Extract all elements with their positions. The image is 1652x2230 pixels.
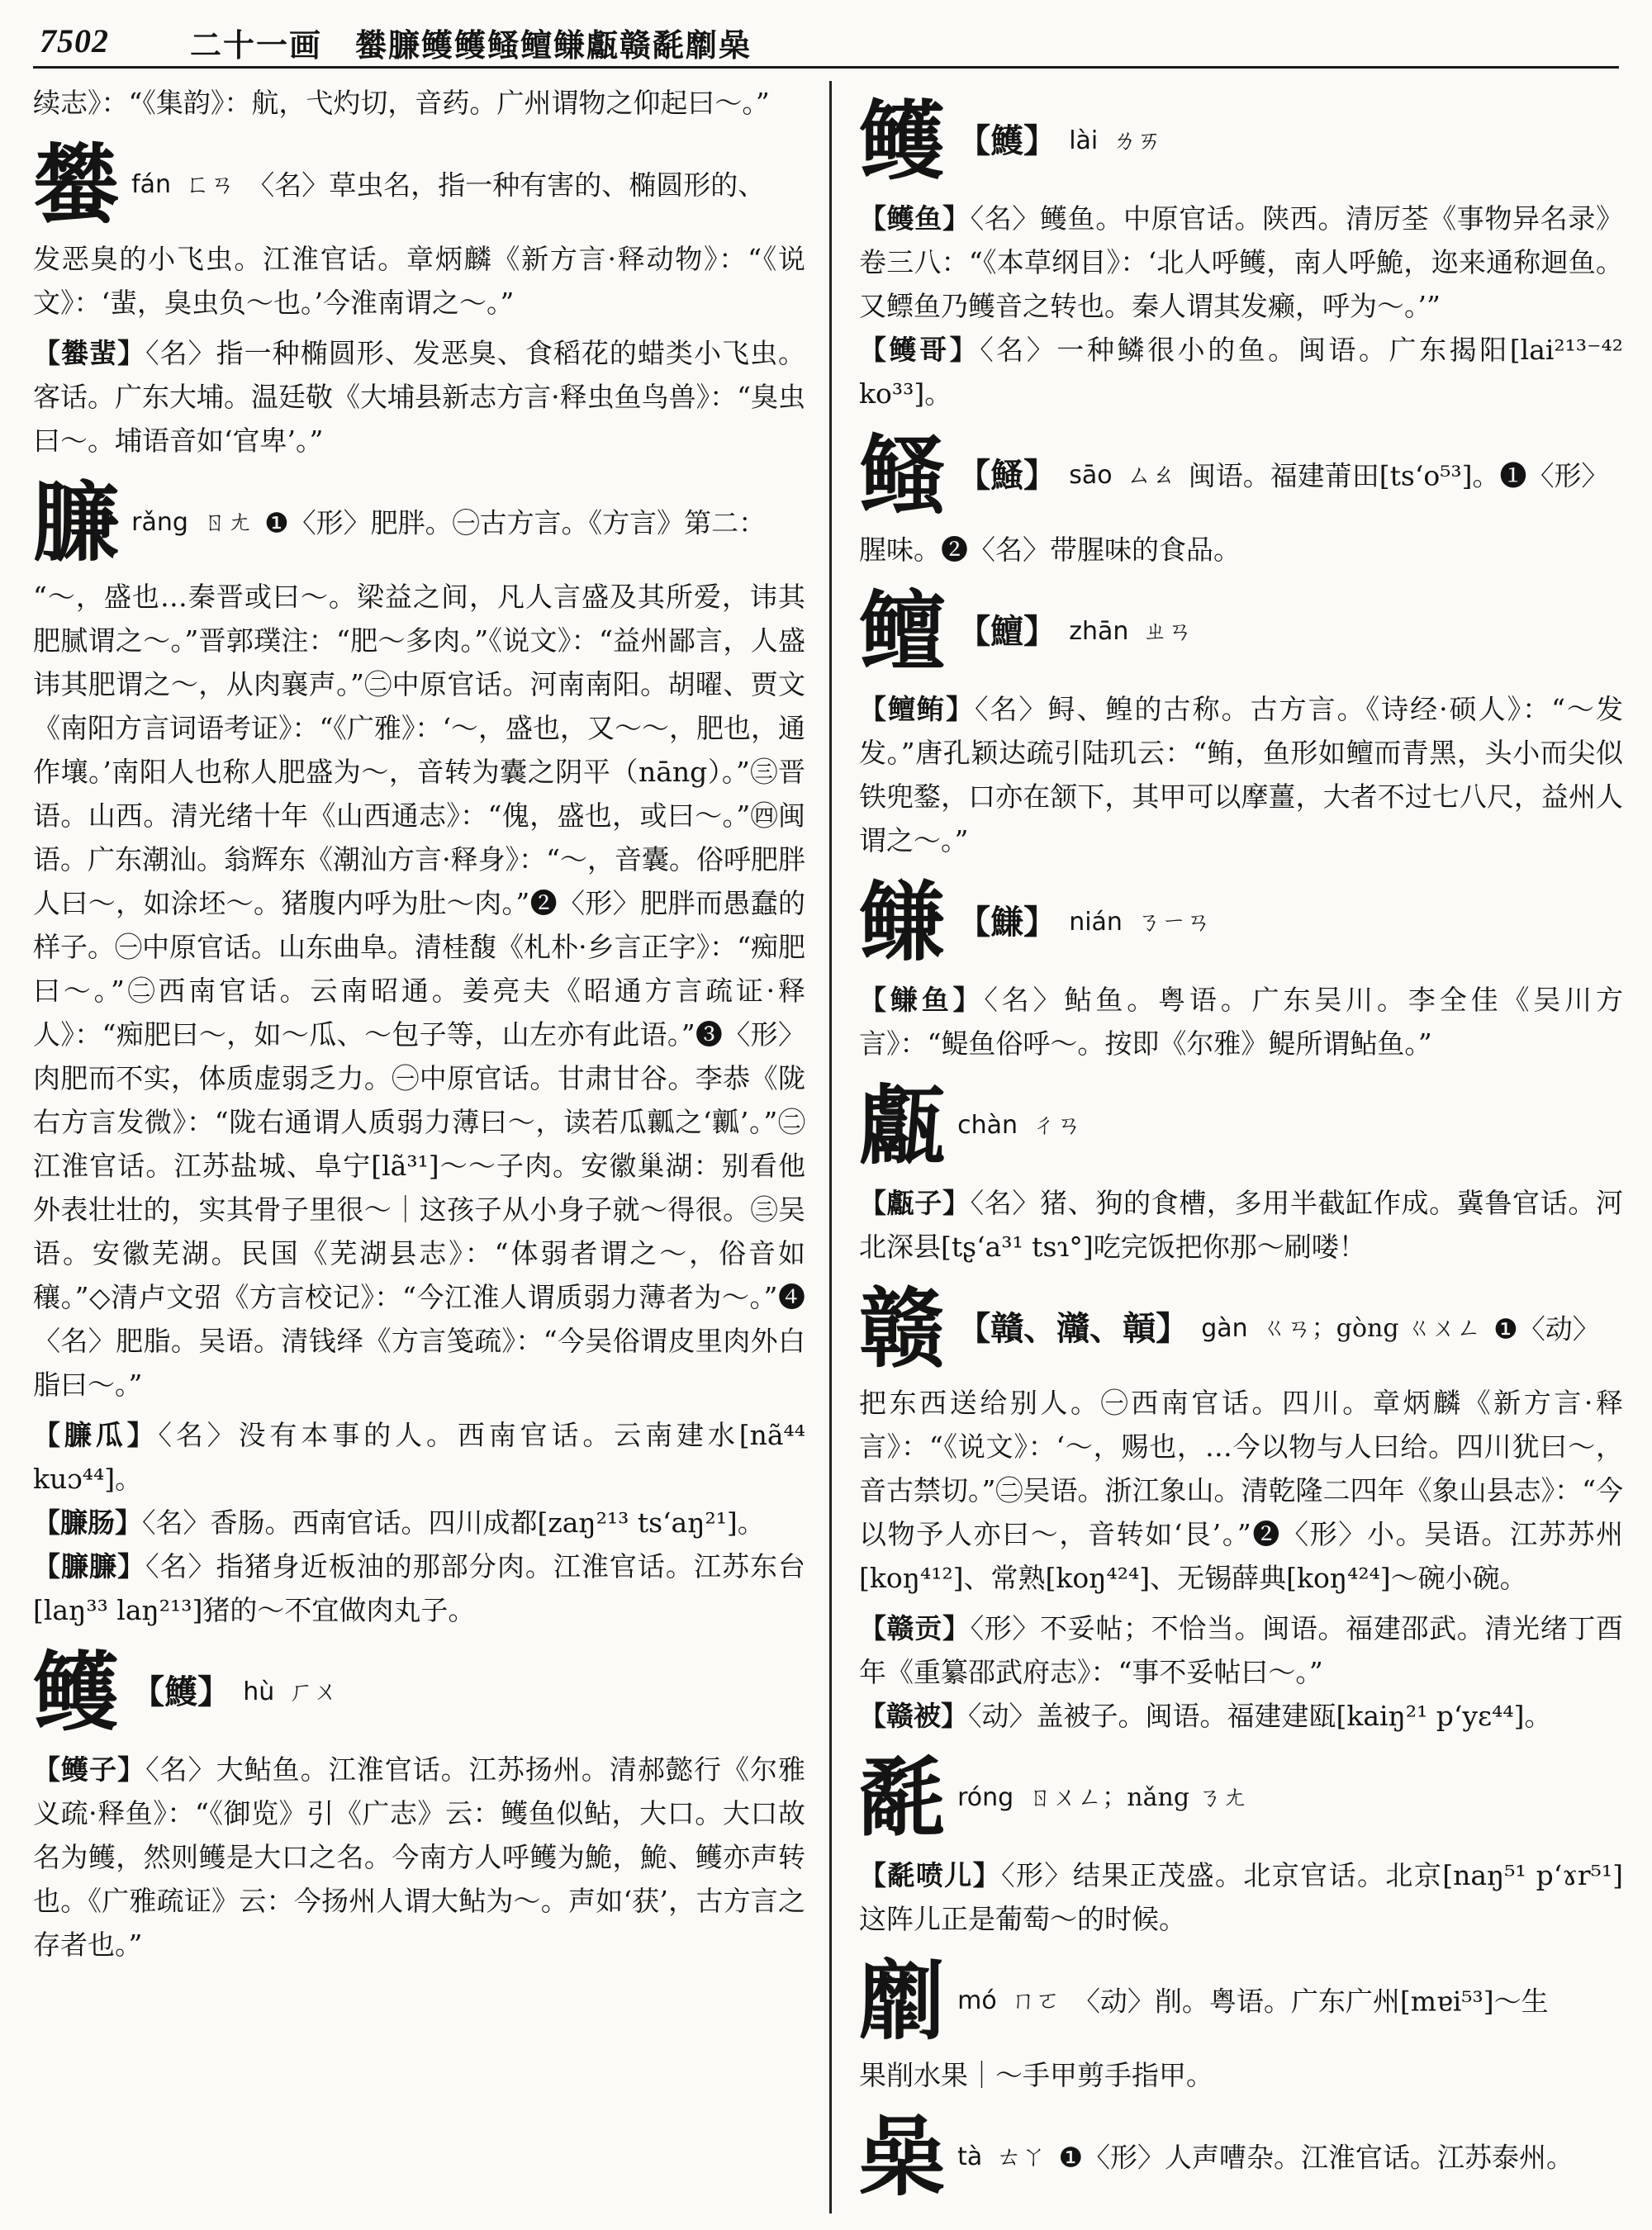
pinyin: rǎng: [131, 508, 188, 537]
zhuyin: ㄈㄢ: [185, 170, 235, 199]
sub-entry-body: 〈名〉鲇鱼。粤语。广东吴川。李全佳《吴川方言》：“鳀鱼俗呼～。按即《尔雅》鳀所谓鲇鱼。”: [859, 984, 1623, 1060]
sub-entry: [859, 328, 1623, 415]
sub-entry-body: 〈名〉大鲇鱼。江淮官话。江苏扬州。清郝懿行《尔雅义疏·释鱼》：“《御览》引《广志》云：鳠鱼似鲇，大口。大口故名为鳠，然则鳠是大口之名。今南方人呼鳠为鮠，鮠、鳠亦声转也。《广雅疏证》云：今扬州人谓大鲇为～。声如‘获’，古方言之存者也。”: [33, 1753, 805, 1961]
entry-nian: [859, 871, 1623, 1065]
entry-fan: [33, 136, 805, 463]
sub-entry-head: 【臁臁】: [33, 1550, 146, 1582]
pinyin: róng: [957, 1783, 1014, 1812]
traditional-form: 【鱯】: [957, 121, 1057, 160]
sub-entry: [859, 687, 1623, 862]
sub-entry-head: 【臁瓜】: [33, 1419, 159, 1451]
entry-chan: [859, 1077, 1623, 1269]
sub-entry-body: 〈名〉一种鳞很小的鱼。闽语。广东揭阳[lai²¹³⁻⁴² ko³³]。: [859, 334, 1623, 410]
headword: 劘: [859, 1950, 946, 2052]
column-divider: [829, 81, 832, 2213]
sub-entry-head: 【鳠鱼】: [859, 202, 971, 235]
headword: 赣: [859, 1278, 946, 1379]
sub-entry-head: 【氄喷儿】: [859, 1859, 1002, 1891]
entry-gan: [859, 1280, 1623, 1738]
sub-entry: [859, 197, 1623, 328]
entry-ta: [859, 2106, 1623, 2208]
zhuyin: ㄖㄤ: [202, 508, 252, 537]
headword: 氄: [859, 1747, 946, 1848]
sub-entry-body: 〈动〉盖被子。闽语。福建建瓯[kaiŋ²¹ p‘yɛ⁴⁴]。: [968, 1700, 1552, 1732]
sub-entry-head: 【鳠子】: [33, 1753, 146, 1786]
traditional-form: 【鱣】: [957, 612, 1057, 651]
headword: 喿: [859, 2106, 946, 2208]
zhuyin: ㄋㄧㄢ: [1137, 908, 1212, 937]
zhuyin: ㄔㄢ: [1032, 1111, 1082, 1140]
definition-first-line: 〈动〉削。粤语。广东广州[mɐi⁵³]～生: [1072, 1985, 1549, 2018]
page-number: 7502: [40, 22, 109, 59]
definition-first-line: ❶〈形〉肥胖。㊀古方言。《方言》第二：: [264, 506, 767, 539]
headword: 臁: [33, 472, 120, 573]
sub-entry: [859, 1853, 1623, 1941]
sub-entry-body: 〈名〉指猪身近板油的那部分肉。江淮官话。江苏东台[laŋ³³ laŋ²¹³]猪的～不宜做肉丸子。: [33, 1550, 805, 1626]
definition-first-line: 闽语。福建莆田[ts‘o⁵³]。❶〈形〉: [1188, 459, 1609, 492]
zhuyin: ㄌㄞ: [1112, 126, 1162, 155]
definition-text: 把东西送给别人。㊀西南官话。四川。章炳麟《新方言·释言》：“《说文》：‘～，赐也，…今以物与人曰给。四川犹曰～，音古禁切。”㊁吴语。浙江象山。清乾隆二四年《象山县志》：“今以物予人亦曰～，音转如‘艮’。”❷〈形〉小。吴语。江苏苏州[koŋ⁴¹²]、常熟[koŋ⁴²⁴]、无锡薛典[koŋ⁴²⁴]～碗小碗。: [859, 1387, 1623, 1594]
sub-entry: [859, 1694, 1623, 1738]
definition-first-line: 〈名〉草虫名，指一种有害的、椭圆形的、: [247, 168, 766, 202]
definition-first-line: ❶〈动〉: [1493, 1312, 1600, 1345]
sub-entry-body: 〈名〉香肠。西南官话。四川成都[zaŋ²¹³ ts‘aŋ²¹]。: [142, 1506, 765, 1539]
definition-first-line: ❶〈形〉人声嘈杂。江淮官话。江苏泰州。: [1058, 2141, 1574, 2174]
sub-entry-body: 〈名〉鲟、鳇的古称。古方言。《诗经·硕人》：“～发发。”唐孔颖达疏引陆玑云：“鲔，鱼形如鳣而青黑，头小而尖似铁兜鍪，口亦在颔下，其甲可以摩薑，大者不过七八尺，益州人谓之～。”: [859, 693, 1623, 856]
sub-entry-body: 〈形〉结果正茂盛。北京官话。北京[naŋ⁵¹ p‘ɤr⁵¹]这阵儿正是葡萄～的时候。: [859, 1859, 1623, 1935]
zhuyin: ㄍㄢ；gòng ㄍㄨㄥ: [1261, 1314, 1482, 1343]
sub-entry: [33, 1413, 805, 1501]
definition-text: 腥味。❷〈名〉带腥味的食品。: [859, 534, 1241, 566]
zhuyin: ㄇㄛ: [1010, 1986, 1061, 2015]
sub-entry-head: 【鳠哥】: [859, 334, 980, 366]
sub-entry-head: 【臁肠】: [33, 1506, 142, 1539]
pinyin: sāo: [1069, 461, 1113, 490]
traditional-form: 【鰠】: [957, 456, 1057, 495]
right-column: [859, 81, 1623, 2212]
pinyin: mó: [957, 1986, 997, 2015]
definition-text: 果削水果｜～手甲剪手指甲。: [859, 2059, 1213, 2091]
headword: 鳣: [859, 581, 946, 682]
sub-entry-head: 【赣贡】: [859, 1612, 971, 1644]
pinyin: hù: [243, 1677, 275, 1706]
entry-zhan: [859, 583, 1623, 862]
pinyin: tà: [957, 2142, 983, 2171]
headword: 鳠: [859, 90, 946, 192]
sub-entry: [33, 1544, 805, 1632]
zhuyin: ㄙㄠ: [1126, 461, 1176, 490]
sub-entry-head: 【蠜蜚】: [33, 337, 146, 369]
running-header: [33, 18, 1619, 69]
headword: 鳒: [859, 871, 946, 973]
entry-rang: [33, 474, 805, 1632]
entry-rong: [859, 1749, 1623, 1941]
headword: 甗: [859, 1075, 946, 1176]
sub-entry: [859, 1606, 1623, 1694]
sub-entry-head: 【鳒鱼】: [859, 984, 985, 1016]
entry-lai: [859, 90, 1623, 415]
traditional-form: 【鰜】: [957, 903, 1057, 942]
sub-entry-body: 〈形〉不妥帖；不恰当。闽语。福建邵武。清光绪丁酉年《重纂邵武府志》：“事不妥帖曰～。”: [859, 1612, 1623, 1688]
sub-entry: [859, 1181, 1623, 1269]
sub-entry-head: 【赣被】: [859, 1700, 968, 1732]
entry-hu: [33, 1641, 805, 1967]
zhuyin: ㄖㄨㄥ；nǎng ㄋㄤ: [1028, 1783, 1247, 1812]
continuation-text: 续志》：“《集韵》：航，弋灼切，音药。广州谓物之仰起曰～。”: [33, 87, 770, 119]
sub-entry-head: 【鳣鲔】: [859, 693, 976, 725]
running-title: 二十一画 蠜臁鳠鳠鳋鳣鳒甗赣氄劘喿: [190, 26, 752, 64]
sub-entry: [33, 1748, 805, 1967]
traditional-form: 【贛、灨、贑】: [957, 1309, 1189, 1348]
zhuyin: ㄏㄨ: [288, 1677, 339, 1706]
sub-entry-body: 〈名〉没有本事的人。西南官话。云南建水[nã⁴⁴ kuɔ⁴⁴]。: [33, 1419, 805, 1495]
sub-entry: [859, 978, 1623, 1065]
pinyin: chàn: [957, 1111, 1018, 1140]
sub-entry: [33, 331, 805, 463]
pinyin: nián: [1069, 908, 1123, 937]
zhuyin: ㄓㄢ: [1142, 617, 1193, 646]
entry-sao: [859, 427, 1623, 572]
pinyin: fán: [131, 170, 172, 199]
traditional-form: 【鱯】: [131, 1672, 231, 1711]
definition-text: 发恶臭的小飞虫。江淮官话。章炳麟《新方言·释动物》：“《说文》：‘蜚，臭虫负～也。’今淮南谓之～。”: [33, 243, 805, 319]
sub-entry: [33, 1501, 805, 1544]
sub-entry-body: 〈名〉猪、狗的食槽，多用半截缸作成。冀鲁官话。河北深县[tʂ‘a³¹ tsɿ°]吃完饭把你那～刷喽！: [859, 1187, 1623, 1263]
left-column: [33, 81, 805, 2212]
sub-entry-body: 〈名〉鳠鱼。中原官话。陕西。清厉荃《事物异名录》卷三八：“《本草纲目》：‘北人呼鳠，南人呼鮠，迩来通称迴鱼。又鳔鱼乃鳠音之转也。秦人谓其发癞，呼为～。’”: [859, 202, 1623, 322]
definition-text: “～，盛也…秦晋或曰～。梁益之间，凡人言盛及其所爱，讳其肥腻谓之～。”晋郭璞注：“肥～多肉。”《说文》：“益州鄙言，人盛讳其肥谓之～，从肉襄声。”㊁中原官话。河南南阳。胡曜、贾文《南阳方言词语考证》：“《广雅》：‘～，盛也，又～～，肥也，通作壤。’南阳人也称人肥盛为～，音转为囊之阴平（nāng）。”㊂晋语。山西。清光绪十年《山西通志》：“傀，盛也，或曰～。”㊃闽语。广东潮汕。翁辉东《潮汕方言·释身》：“～，音囊。俗呼肥胖人曰～，如涂坯～。猪腹内呼为肚～肉。”❷〈形〉肥胖而愚蠢的样子。㊀中原官话。山东曲阜。清桂馥《札朴·乡言正字》：“痴肥曰～。”㊁西南官话。云南昭通。姜亮夫《昭通方言疏证·释人》：“痴肥曰～，如～瓜、～包子等，山左亦有此语。”❸〈形〉肉肥而不实，体质虚弱乏力。㊀中原官话。甘肃甘谷。李恭《陇右方言发微》：“陇右通谓人质弱力薄曰～，读若瓜瓤之‘瓤’。”㊁江淮官话。江苏盐城、阜宁[lã³¹]～～子肉。安徽巢湖：别看他外表壮壮的，实其骨子里很～｜这孩子从小身子就～得很。㊂吴语。安徽芜湖。民国《芜湖县志》：“体弱者谓之～，俗音如穰。”◇清卢文弨《方言校记》：“今江淮人谓质弱力薄者为～。”❹〈名〉肥脂。吴语。清钱绎《方言笺疏》：“今吴俗谓皮里肉外白脂曰～。”: [33, 581, 805, 1401]
headword: 鳠: [33, 1641, 120, 1743]
headword: 鳋: [859, 425, 946, 526]
sub-entry-head: 【甗子】: [859, 1187, 971, 1219]
pinyin: lài: [1069, 126, 1099, 155]
headword: 蠜: [33, 134, 120, 235]
zhuyin: ㄊㄚ: [996, 2142, 1047, 2171]
pinyin: zhān: [1069, 617, 1129, 646]
entry-mo: [859, 1952, 1623, 2097]
sub-entry-body: 〈名〉指一种椭圆形、发恶臭、食稻花的蜡类小飞虫。客话。广东大埔。温廷敬《大埔县新志方言·释虫鱼鸟兽》：“臭虫曰～。埔语音如‘官卑’。”: [33, 337, 805, 457]
pinyin: gàn: [1201, 1314, 1248, 1343]
